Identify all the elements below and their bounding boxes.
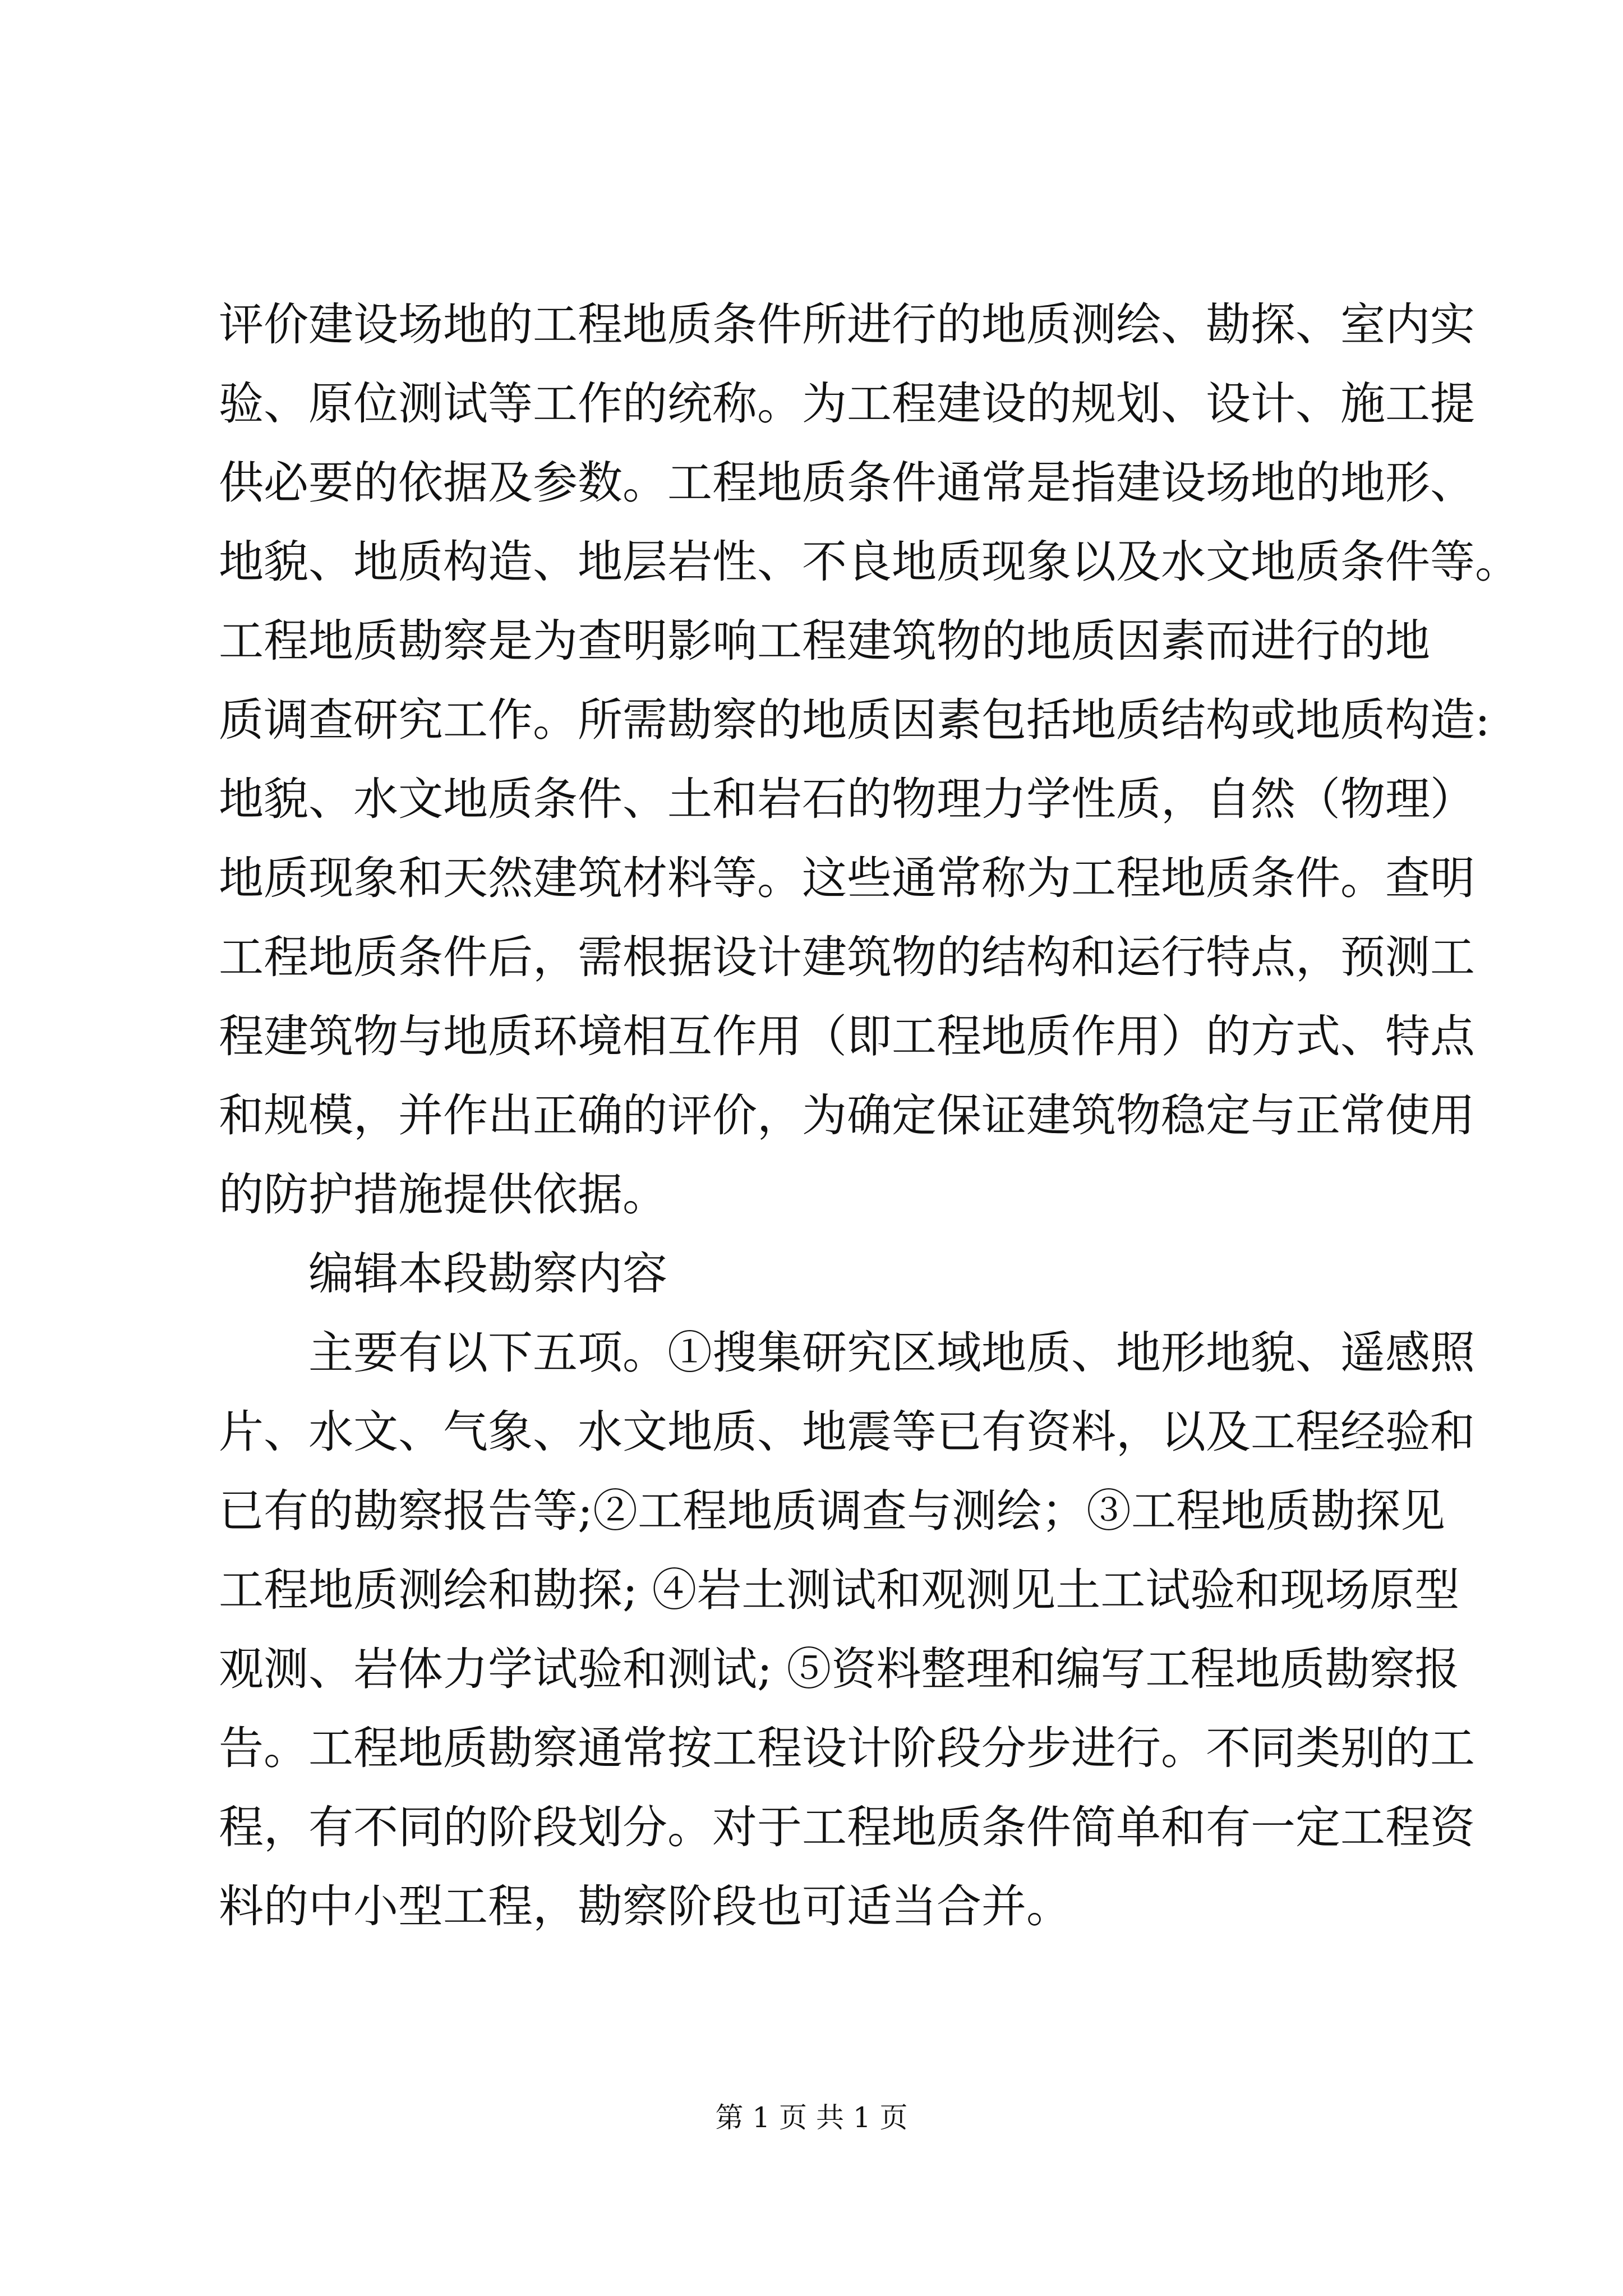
page-footer: 第 1 页 共 1 页: [715, 2101, 908, 2134]
section-heading: 编辑本段勘察内容: [308, 1248, 667, 1300]
paragraph-line: 供必要的依据及参数。工程地质条件通常是指建设场地的地形、: [219, 457, 1475, 509]
paragraph-line: 的防护措施提供依据。: [219, 1168, 667, 1221]
paragraph-line: 料的中小型工程，勘察阶段也可适当合并。: [219, 1880, 1071, 1932]
paragraph-line: 工程地质测绘和勘探; ④岩土测试和观测见土工试验和现场原型: [219, 1564, 1460, 1616]
paragraph-line: 告。工程地质勘察通常按工程设计阶段分步进行。不同类别的工: [219, 1722, 1475, 1774]
paragraph-line: 工程地质条件后，需根据设计建筑物的结构和运行特点，预测工: [219, 931, 1475, 983]
paragraph-line: 地貌、地质构造、地层岩性、不良地质现象以及水文地质条件等。: [219, 536, 1520, 588]
paragraph-line: 地质现象和天然建筑材料等。这些通常称为工程地质条件。查明: [219, 852, 1475, 904]
paragraph-line: 已有的勘察报告等;②工程地质调查与测绘；③工程地质勘探见: [219, 1485, 1445, 1537]
paragraph-line: 质调查研究工作。所需勘察的地质因素包括地质结构或地质构造:: [219, 694, 1490, 746]
paragraph-line: 验、原位测试等工作的统称。为工程建设的规划、设计、施工提: [219, 378, 1475, 430]
paragraph-line: 主要有以下五项。①搜集研究区域地质、地形地貌、遥感照: [308, 1327, 1475, 1379]
paragraph-line: 评价建设场地的工程地质条件所进行的地质测绘、勘探、室内实: [219, 298, 1475, 351]
paragraph-line: 片、水文、气象、水文地质、地震等已有资料，以及工程经验和: [219, 1406, 1475, 1458]
paragraph-line: 和规模，并作出正确的评价，为确定保证建筑物稳定与正常使用: [219, 1089, 1475, 1142]
paragraph-line: 程建筑物与地质环境相互作用（即工程地质作用）的方式、特点: [219, 1010, 1475, 1062]
document-body: [219, 285, 1520, 1946]
paragraph-line: 观测、岩体力学试验和测试; ⑤资料整理和编写工程地质勘察报: [219, 1643, 1460, 1695]
paragraph-line: 工程地质勘察是为查明影响工程建筑物的地质因素而进行的地: [219, 615, 1430, 667]
paragraph-line: 地貌、水文地质条件、土和岩石的物理力学性质，自然（物理）: [219, 773, 1475, 825]
paragraph-line: 程，有不同的阶段划分。对于工程地质条件简单和有一定工程资: [219, 1801, 1475, 1853]
